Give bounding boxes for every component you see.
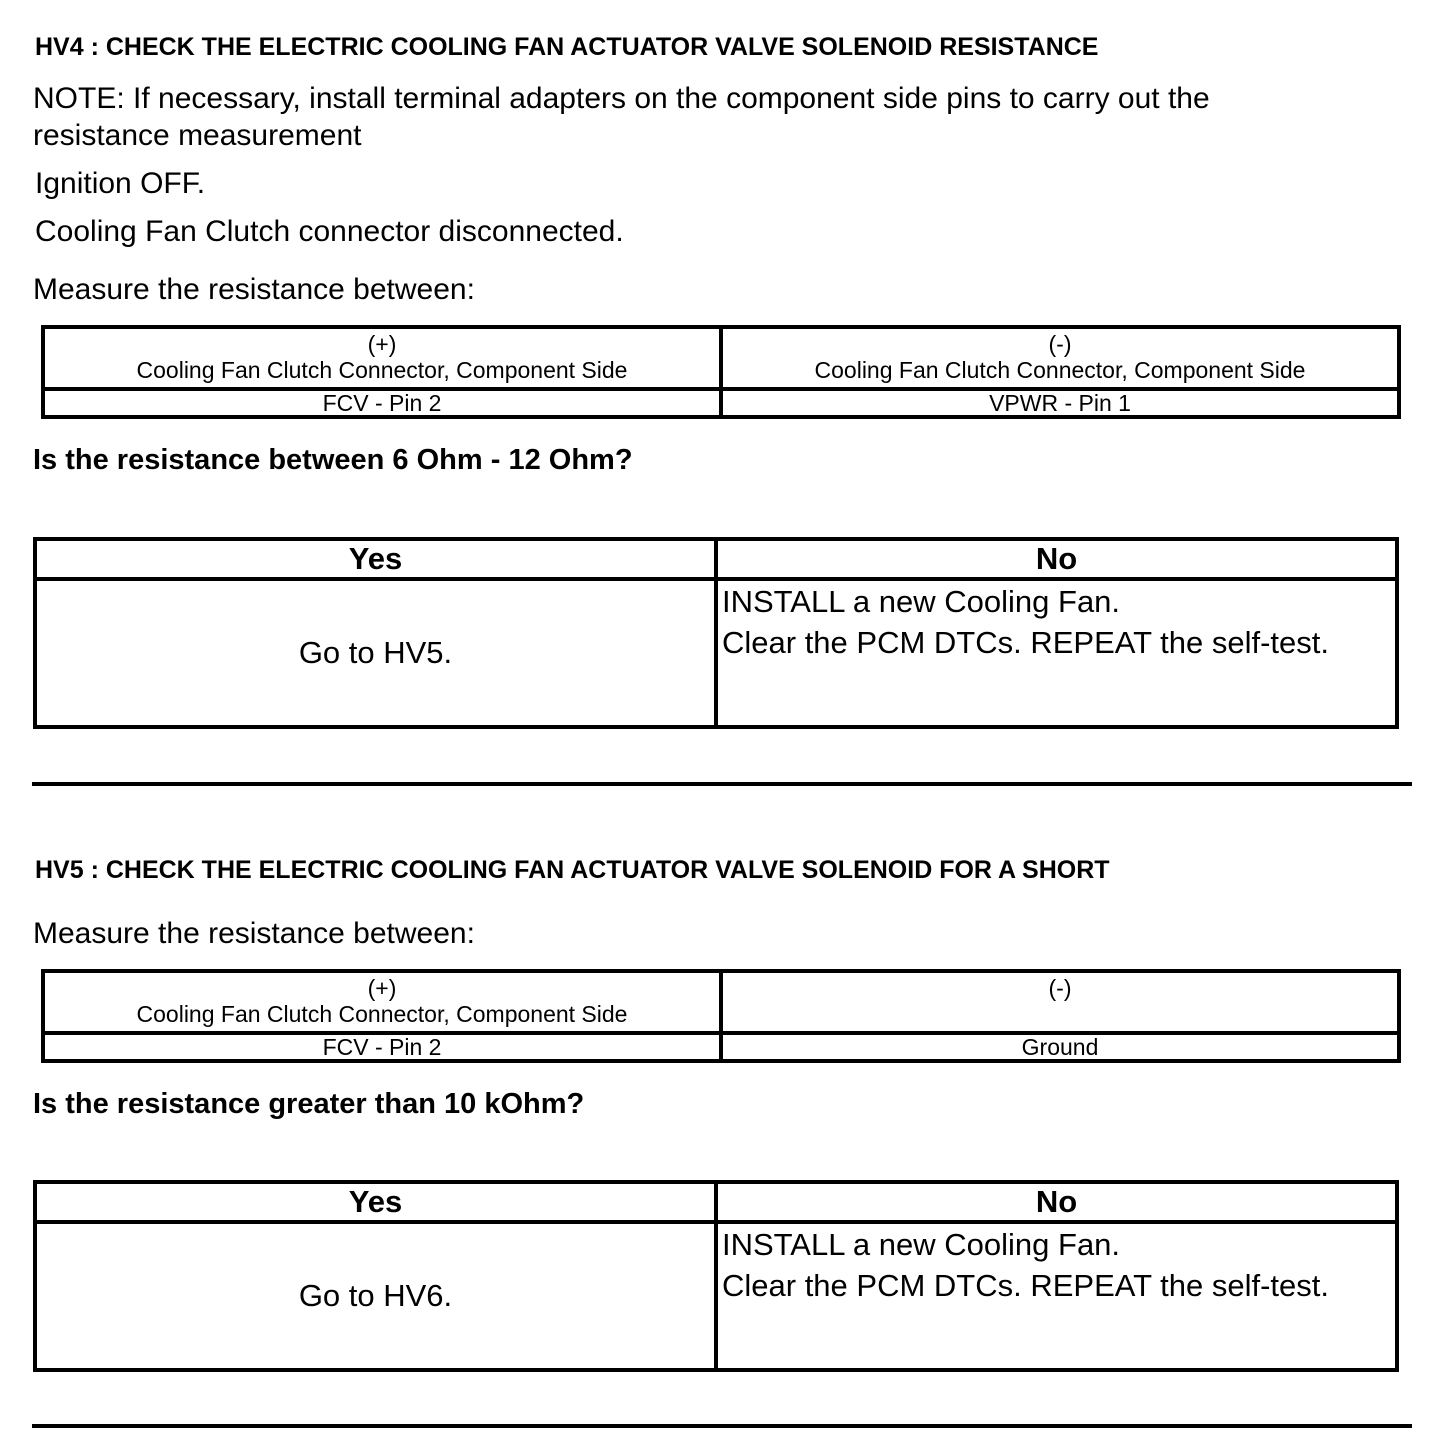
hv4-yes-header: Yes bbox=[35, 539, 716, 579]
hv4-minus-label: Cooling Fan Clutch Connector, Component Side bbox=[814, 357, 1306, 383]
hv5-plus-header-cell bbox=[43, 971, 721, 1033]
hv4-minus-value: VPWR - Pin 1 bbox=[721, 389, 1399, 417]
hv5-plus-label: Cooling Fan Clutch Connector, Component Side bbox=[136, 1001, 628, 1027]
hv5-yes-header: Yes bbox=[35, 1182, 716, 1222]
hv5-no-action bbox=[716, 1222, 1397, 1370]
hv5-result-body-row bbox=[35, 1222, 1397, 1370]
hv5-plus-value: FCV - Pin 2 bbox=[43, 1033, 721, 1061]
hv4-measurement-value-row bbox=[43, 389, 1399, 417]
hv5-heading: HV5 : CHECK THE ELECTRIC COOLING FAN ACTUATOR VALVE SOLENOID FOR A SHORT bbox=[35, 856, 1110, 884]
hv4-minus-sign: (-) bbox=[1048, 331, 1072, 357]
hv4-minus-header-cell bbox=[721, 327, 1399, 389]
hv4-plus-sign: (+) bbox=[367, 331, 397, 357]
hv5-result-header-row bbox=[35, 1182, 1397, 1222]
hv4-no-header: No bbox=[716, 539, 1397, 579]
hv5-yes-action: Go to HV6. bbox=[35, 1222, 716, 1370]
hv4-note-line1: NOTE: If necessary, install terminal adapters on the component side pins to carry out the bbox=[33, 82, 1210, 115]
bottom-divider bbox=[32, 1424, 1412, 1428]
hv5-minus-sign: (-) bbox=[1048, 975, 1072, 1001]
hv5-measurement-table bbox=[41, 969, 1401, 1063]
section-divider bbox=[32, 782, 1412, 786]
hv4-note-line2: resistance measurement bbox=[33, 119, 362, 152]
hv4-plus-header-cell bbox=[43, 327, 721, 389]
hv4-no-action-line2: Clear the PCM DTCs. REPEAT the self-test. bbox=[722, 625, 1329, 660]
hv5-result-table bbox=[33, 1180, 1399, 1372]
hv4-yes-action: Go to HV5. bbox=[35, 579, 716, 727]
hv4-plus-value: FCV - Pin 2 bbox=[43, 389, 721, 417]
hv4-note bbox=[33, 80, 1210, 154]
hv4-result-body-row bbox=[35, 579, 1397, 727]
hv4-no-action bbox=[716, 579, 1397, 727]
hv4-result-header-row bbox=[35, 539, 1397, 579]
hv4-measure-intro: Measure the resistance between: bbox=[33, 273, 475, 306]
hv5-plus-sign: (+) bbox=[367, 975, 397, 1001]
hv5-minus-header-cell bbox=[721, 971, 1399, 1033]
hv4-heading: HV4 : CHECK THE ELECTRIC COOLING FAN ACTUATOR VALVE SOLENOID RESISTANCE bbox=[35, 33, 1099, 61]
hv5-no-action-line1: INSTALL a new Cooling Fan. bbox=[722, 1227, 1121, 1262]
hv4-condition-ignition: Ignition OFF. bbox=[35, 167, 206, 200]
hv4-measurement-header-row bbox=[43, 327, 1399, 389]
hv4-result-table bbox=[33, 537, 1399, 729]
hv5-no-action-line2: Clear the PCM DTCs. REPEAT the self-test. bbox=[722, 1268, 1329, 1303]
hv5-measurement-value-row bbox=[43, 1033, 1399, 1061]
hv5-minus-value: Ground bbox=[721, 1033, 1399, 1061]
hv4-plus-label: Cooling Fan Clutch Connector, Component Side bbox=[136, 357, 628, 383]
hv4-question: Is the resistance between 6 Ohm - 12 Ohm? bbox=[33, 444, 633, 476]
hv5-no-header: No bbox=[716, 1182, 1397, 1222]
hv4-measurement-table bbox=[41, 325, 1401, 419]
hv4-condition-connector: Cooling Fan Clutch connector disconnected. bbox=[35, 215, 624, 248]
hv4-no-action-line1: INSTALL a new Cooling Fan. bbox=[722, 584, 1121, 619]
hv5-measurement-header-row bbox=[43, 971, 1399, 1033]
hv5-question: Is the resistance greater than 10 kOhm? bbox=[33, 1088, 585, 1120]
hv5-measure-intro: Measure the resistance between: bbox=[33, 917, 475, 950]
